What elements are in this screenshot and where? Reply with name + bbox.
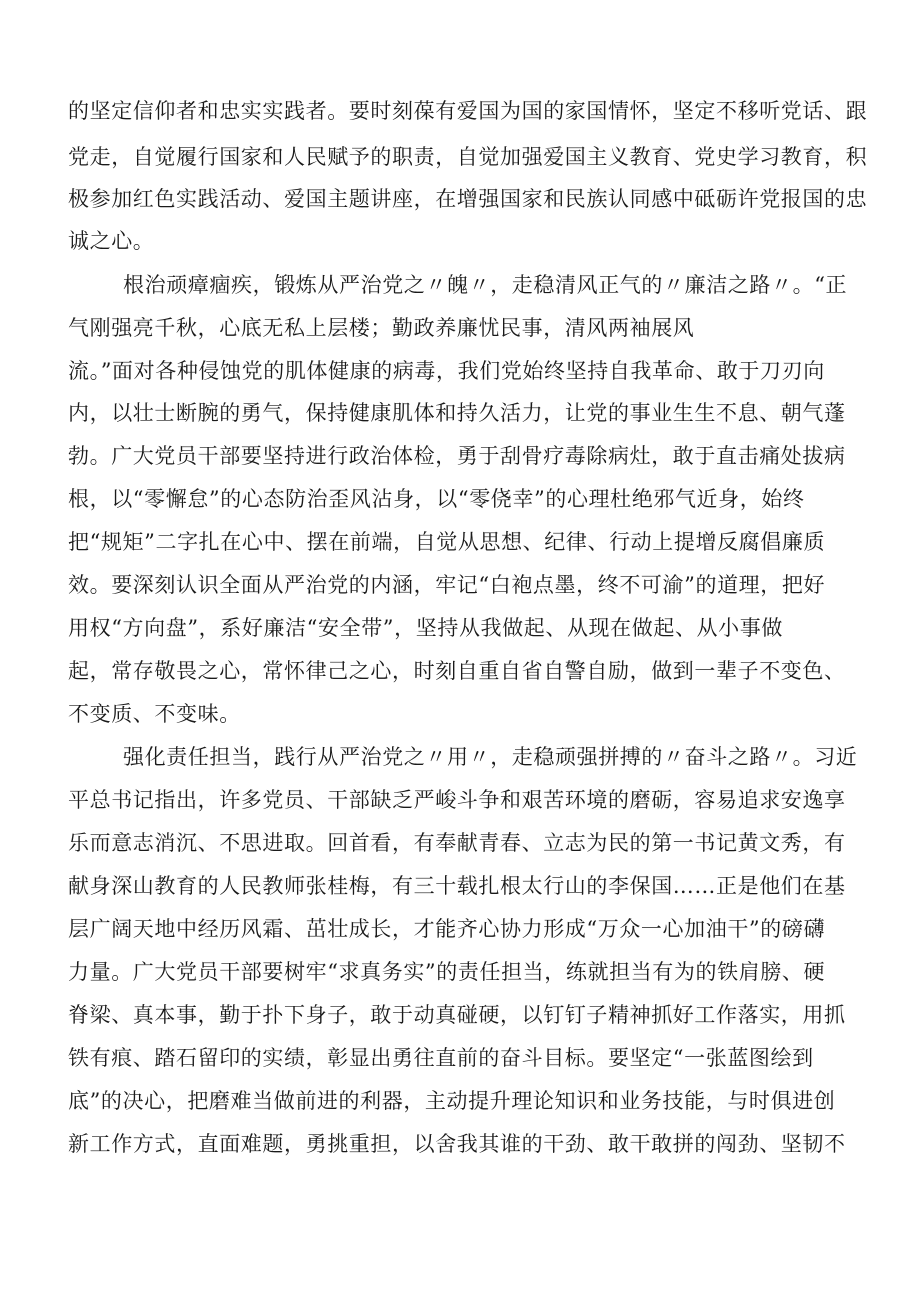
text-line: 铁有痕、踏石留印的实绩，彰显出勇往直前的奋斗目标。要坚定“一张蓝图绘到 <box>68 1046 814 1070</box>
text-line: 乐而意志消沉、不思进取。回首看，有奉献青春、立志为民的第一书记黄文秀，有 <box>68 831 846 855</box>
text-line: 脊梁、真本事，勤于扑下身子，敢于动真碰硬，以钉钉子精神抓好工作落实，用抓 <box>68 1003 846 1027</box>
text-line: 起，常存敬畏之心，常怀律己之心，时刻自重自省自警自励，做到一辈子不变色、 <box>68 659 846 683</box>
text-line: 气刚强亮千秋，心底无私上层楼；勤政养廉忧民事，清风两袖展风 <box>68 316 695 340</box>
text-line: 内，以壮士断腕的勇气，保持健康肌体和持久活力，让党的事业生生不息、朝气蓬 <box>68 401 846 425</box>
text-line: 力量。广大党员干部要树牢“求真务实”的责任担当，练就担当有为的铁肩膀、硬 <box>68 960 826 984</box>
text-line: 新工作方式，直面难题，勇挑重担，以舍我其谁的干劲、敢干敢拼的闯劲、坚韧不 <box>68 1132 846 1156</box>
text-line: 把“规矩”二字扎在心中、摆在前端，自觉从思想、纪律、行动上提增反腐倡廉质 <box>68 530 826 554</box>
paragraph-first-line: 根治顽瘴痼疾，锻炼从严治党之〃魄〃，走稳清风正气的〃廉洁之路〃。“正 <box>123 273 848 297</box>
text-line: 极参加红色实践活动、爱国主题讲座，在增强国家和民族认同感中砥砺许党报国的忠 <box>68 187 868 211</box>
text-line: 献身深山教育的人民教师张桂梅，有三十载扎根太行山的李保国……正是他们在基 <box>68 874 846 898</box>
text-line: 根，以“零懈怠”的心态防治歪风沾身，以“零侥幸”的心理杜绝邪气近身，始终 <box>68 487 805 511</box>
text-line: 平总书记指出，许多党员、干部缺乏严峻斗争和艰苦环境的磨砺，容易追求安逸享 <box>68 788 846 812</box>
text-line: 不变质、不变味。 <box>68 702 241 726</box>
text-line: 效。要深刻认识全面从严治党的内涵，牢记“白袍点墨，终不可渝”的道理，把好 <box>68 573 826 597</box>
text-line: 党走，自觉履行国家和人民赋予的职责，自觉加强爱国主义教育、党史学习教育，积 <box>68 145 868 169</box>
paragraph-first-line: 强化责任担当，践行从严治党之〃用〃，走稳顽强拼搏的〃奋斗之路〃。习近 <box>123 745 858 769</box>
text-line: 流。”面对各种侵蚀党的肌体健康的病毒，我们党始终坚持自我革命、敢于刀刃向 <box>68 359 825 383</box>
text-line: 底”的决心，把磨难当做前进的利器，主动提升理论知识和业务技能，与时俱进创 <box>68 1089 836 1113</box>
text-line: 用权“方向盘”，系好廉洁“安全带”，坚持从我做起、从现在做起、从小事做 <box>68 616 783 640</box>
text-line: 诚之心。 <box>68 229 155 253</box>
text-line: 的坚定信仰者和忠实实践者。要时刻葆有爱国为国的家国情怀，坚定不移听党话、跟 <box>68 99 868 123</box>
text-line: 勃。广大党员干部要坚持进行政治体检，勇于刮骨疗毒除病灶，敢于直击痛处拔病 <box>68 444 846 468</box>
text-line: 层广阔天地中经历风霜、茁壮成长，才能齐心协力形成“万众一心加油干”的磅礴 <box>68 917 826 941</box>
